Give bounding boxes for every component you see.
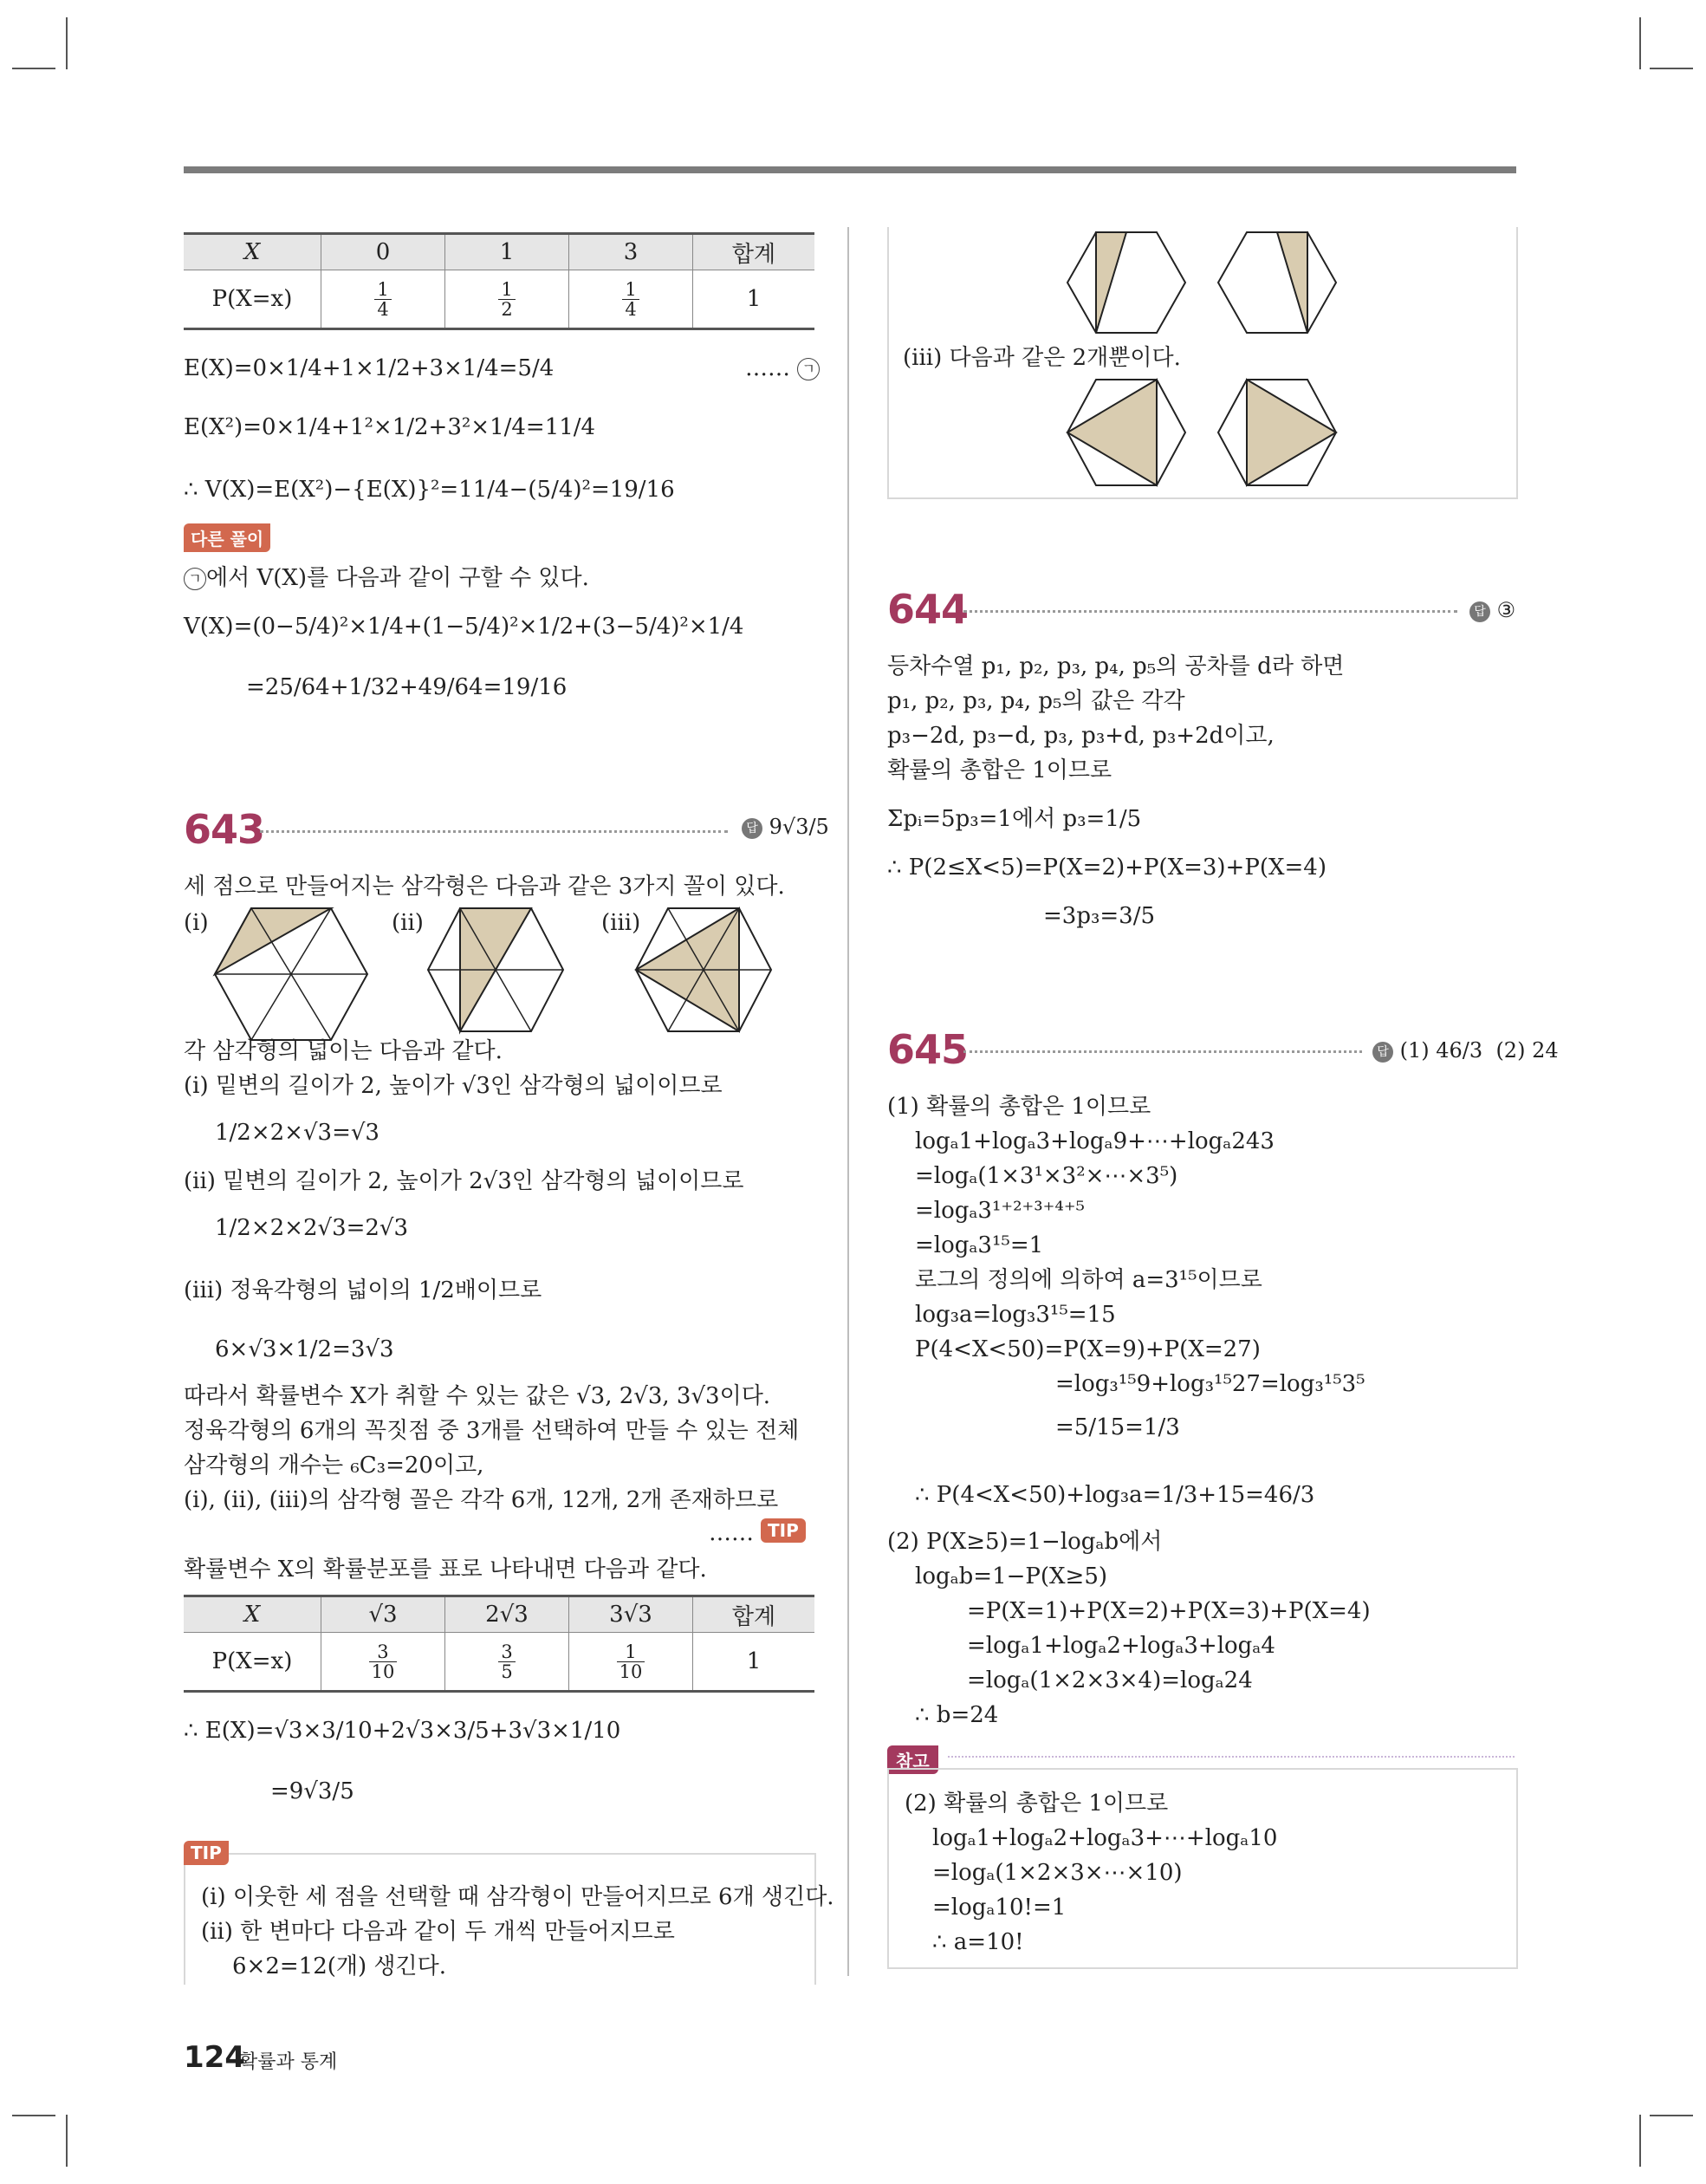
hexagon-figure — [211, 905, 371, 1043]
text-line: 삼각형의 개수는 ₆C₃=20이고, — [184, 1453, 484, 1479]
table-row-label: P(X=x) — [211, 1648, 293, 1674]
crop-mark — [1650, 68, 1693, 69]
table-header: 1 — [445, 234, 569, 270]
text-line: =logₐ1+logₐ2+logₐ3+logₐ4 — [967, 1633, 1275, 1659]
crop-mark — [12, 68, 55, 69]
table-cell: $\frac{1}{10}$ — [569, 1633, 693, 1692]
hexagon-figure — [425, 905, 567, 1035]
section-title: 확률과 통계 — [239, 2051, 338, 2073]
table-header: 2√3 — [445, 1596, 569, 1633]
text-line: =logₐ(1×2×3×4)=logₐ24 — [967, 1667, 1253, 1693]
reference-tag: 참고 — [887, 1745, 938, 1774]
page-number: 124 — [184, 2040, 245, 2075]
column-divider — [847, 227, 849, 1976]
circle-giyeok-icon: ㄱ — [797, 358, 820, 380]
text-line: (2) P(X≥5)=1−logₐb에서 — [887, 1529, 1163, 1555]
text-line: =logₐ3¹⁺²⁺³⁺⁴⁺⁵ — [915, 1198, 1085, 1224]
table-header: 3 — [569, 234, 693, 270]
answer: 답 9√3/5 — [742, 815, 829, 839]
reference-line: ∴ a=10! — [932, 1929, 1024, 1955]
hexagon-figure — [1216, 231, 1338, 335]
crop-mark — [1639, 17, 1641, 69]
text-line: =logₐ(1×3¹×3²×⋯×3⁵) — [915, 1163, 1178, 1189]
tip-line: 6×2=12(개) 생긴다. — [232, 1953, 447, 1979]
text-line: p₃−2d, p₃−d, p₃, p₃+d, p₃+2d이고, — [887, 723, 1275, 749]
hexagon-label: (i) — [184, 910, 209, 936]
text-line: (iii) 정육각형의 넓이의 1/2배이므로 — [184, 1277, 542, 1303]
problem-number: 643 — [184, 806, 265, 853]
table-header: X — [184, 1596, 321, 1633]
answer: 답 ③ — [1469, 598, 1515, 622]
text-line: 확률변수 X의 확률분포를 표로 나타내면 다음과 같다. — [184, 1557, 707, 1583]
hexagon-figure — [1066, 231, 1187, 335]
hexagon-figure — [1216, 378, 1338, 487]
problem-number: 644 — [887, 586, 969, 633]
tip-tag: TIP — [184, 1841, 229, 1865]
expectation-line: ∴ E(X)=√3×3/10+2√3×3/5+3√3×1/10 — [184, 1718, 621, 1744]
table-header: √3 — [321, 1596, 445, 1633]
crop-mark — [66, 2115, 68, 2167]
text-line: 로그의 정의에 의하여 a=3¹⁵이므로 — [915, 1267, 1262, 1293]
calc-line: 6×√3×1/2=3√3 — [215, 1336, 394, 1362]
table-header: X — [184, 234, 321, 270]
alt-solution-intro: ㄱ 에서 V(X)를 다음과 같이 구할 수 있다. — [184, 563, 589, 593]
text-line: (ii) 밑변의 길이가 2, 높이가 2√3인 삼각형의 넓이이므로 — [184, 1168, 744, 1194]
answer-icon: 답 — [742, 818, 762, 839]
reference-line: =logₐ10!=1 — [932, 1895, 1067, 1921]
text-line: ∴ P(2≤X<5)=P(X=2)+P(X=3)+P(X=4) — [887, 855, 1327, 881]
calc-line: 1/2×2×√3=√3 — [215, 1120, 379, 1146]
probability-table — [184, 232, 814, 330]
hexagon-label: (iii) — [601, 910, 641, 936]
calc-line: 1/2×2×2√3=2√3 — [215, 1215, 409, 1241]
table-cell: $\frac{3}{10}$ — [321, 1633, 445, 1692]
expectation-squared-line: E(X²)=0×1/4+1²×1/2+3²×1/4=11/4 — [184, 414, 596, 440]
text-line: log₃a=log₃3¹⁵=15 — [915, 1302, 1116, 1328]
text-line: 등차수열 p₁, p₂, p₃, p₄, p₅의 공차를 d라 하면 — [887, 653, 1345, 679]
hexagon-figure — [1066, 378, 1187, 487]
table-header: 합계 — [693, 1596, 815, 1633]
problem-number: 645 — [887, 1026, 969, 1073]
tip-tag: TIP — [761, 1518, 806, 1543]
header-bar — [184, 166, 1516, 173]
text-line: Σpᵢ=5p₃=1에서 p₃=1/5 — [887, 806, 1142, 832]
text-line: 따라서 확률변수 X가 취할 수 있는 값은 √3, 2√3, 3√3이다. — [184, 1383, 771, 1409]
crop-mark — [66, 17, 68, 69]
text-line: ∴ P(4<X<50)+log₃a=1/3+15=46/3 — [915, 1482, 1315, 1508]
probability-table — [184, 1595, 814, 1693]
text-line: =3p₃=3/5 — [1043, 903, 1156, 929]
answer-icon: 답 — [1372, 1042, 1393, 1063]
reference-line: logₐ1+logₐ2+logₐ3+⋯+logₐ10 — [932, 1825, 1278, 1851]
text-line: =log₃¹⁵9+log₃¹⁵27=log₃¹⁵3⁵ — [1055, 1371, 1365, 1397]
alt-solution-line: =25/64+1/32+49/64=19/16 — [246, 674, 568, 700]
table-cell: $\frac{1}{4}$ — [321, 270, 445, 329]
reference-line: (2) 확률의 총합은 1이므로 — [905, 1791, 1169, 1817]
table-cell: $\frac{1}{4}$ — [569, 270, 693, 329]
text-line: =logₐ3¹⁵=1 — [915, 1232, 1044, 1258]
table-cell: 1 — [693, 270, 815, 329]
text-line: logₐb=1−P(X≥5) — [915, 1563, 1108, 1589]
text-line: (i) 밑변의 길이가 2, 높이가 √3인 삼각형의 넓이이므로 — [184, 1073, 723, 1099]
text-line: logₐ1+logₐ3+logₐ9+⋯+logₐ243 — [915, 1128, 1275, 1154]
text-line: (i), (ii), (iii)의 삼각형 꼴은 각각 6개, 12개, 2개 존재하므로 — [184, 1487, 779, 1513]
tip-line: (iii) 다음과 같은 2개뿐이다. — [903, 345, 1181, 371]
expectation-line: =9√3/5 — [270, 1778, 354, 1804]
table-cell: $\frac{3}{5}$ — [445, 1633, 569, 1692]
variance-line: ∴ V(X)=E(X²)−{E(X)}²=11/4−(5/4)²=19/16 — [184, 477, 675, 503]
tip-marker: …… — [709, 1520, 754, 1546]
reference-line: =logₐ(1×2×3×⋯×10) — [932, 1860, 1183, 1886]
tip-line: (ii) 한 변마다 다음과 같이 두 개씩 만들어지므로 — [201, 1919, 675, 1945]
tip-line: (i) 이웃한 세 점을 선택할 때 삼각형이 만들어지므로 6개 생긴다. — [201, 1884, 834, 1910]
dotted-leader — [963, 610, 1457, 613]
text-line: 각 삼각형의 넓이는 다음과 같다. — [184, 1038, 503, 1064]
crop-mark — [1650, 2115, 1693, 2116]
table-header: 0 — [321, 234, 445, 270]
crop-mark — [12, 2115, 55, 2116]
dotted-leader — [963, 1050, 1362, 1053]
text-line: =P(X=1)+P(X=2)+P(X=3)+P(X=4) — [967, 1598, 1371, 1624]
hexagon-figure — [632, 905, 775, 1035]
text-line: ∴ b=24 — [915, 1702, 999, 1728]
hexagon-label: (ii) — [392, 910, 424, 936]
table-cell: 1 — [693, 1633, 815, 1692]
answer-icon: 답 — [1469, 601, 1490, 622]
alt-solution-line: V(X)=(0−5/4)²×1/4+(1−5/4)²×1/2+(3−5/4)²×1/4 — [184, 614, 744, 640]
dotted-leader — [260, 830, 728, 833]
text-line: (1) 확률의 총합은 1이므로 — [887, 1094, 1151, 1120]
circle-giyeok-icon: ㄱ — [184, 568, 206, 590]
text-line: p₁, p₂, p₃, p₄, p₅의 값은 각각 — [887, 688, 1185, 714]
marker: …… ㄱ — [745, 354, 820, 383]
text-line: P(4<X<50)=P(X=9)+P(X=27) — [915, 1336, 1261, 1362]
text-line: 세 점으로 만들어지는 삼각형은 다음과 같은 3가지 꼴이 있다. — [184, 874, 785, 900]
answer: 답 (1) 46/3 (2) 24 — [1372, 1038, 1559, 1063]
reference-rule — [948, 1756, 1515, 1758]
table-header: 합계 — [693, 234, 815, 270]
alt-solution-tag: 다른 풀이 — [184, 523, 270, 552]
expectation-line: E(X)=0×1/4+1×1/2+3×1/4=5/4 — [184, 355, 555, 381]
text-line: 정육각형의 6개의 꼭짓점 중 3개를 선택하여 만들 수 있는 전체 — [184, 1418, 800, 1444]
table-header: 3√3 — [569, 1596, 693, 1633]
crop-mark — [1639, 2115, 1641, 2167]
text-line: =5/15=1/3 — [1055, 1414, 1180, 1440]
table-row-label: P(X=x) — [211, 286, 293, 312]
text-line: 확률의 총합은 1이므로 — [887, 757, 1112, 783]
table-cell: $\frac{1}{2}$ — [445, 270, 569, 329]
